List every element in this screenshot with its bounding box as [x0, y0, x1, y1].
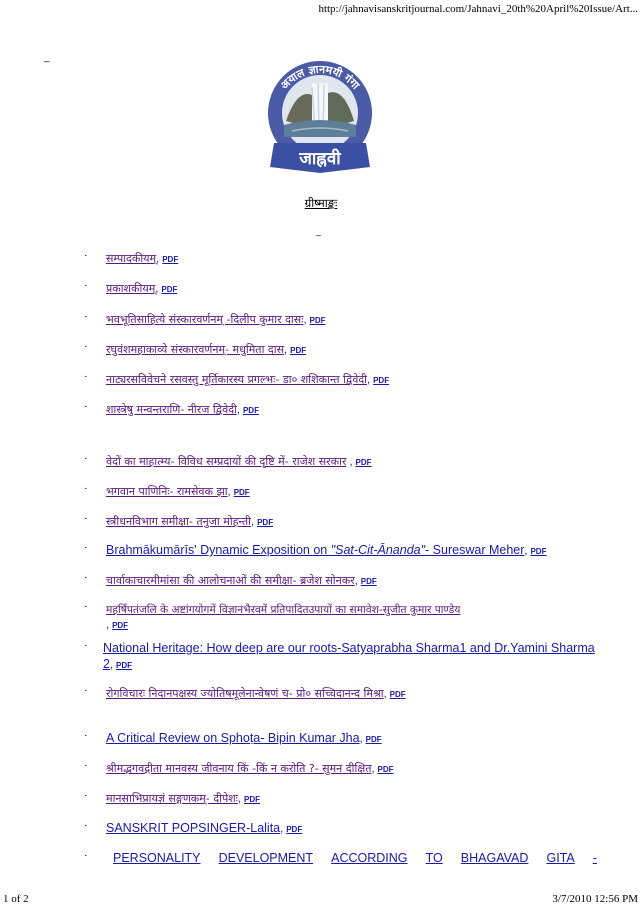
bullet-icon: ·: [84, 850, 88, 862]
pdf-link[interactable]: PDF: [112, 621, 129, 630]
bullet-icon: ·: [84, 371, 88, 383]
pdf-link[interactable]: PDF: [286, 825, 303, 834]
article-link[interactable]: रोगविचारः निदानपक्षस्य ज्योतिषमूलेनान्वेषणं च- प्रो० सच्चिदानन्द मिश्रा: [106, 687, 384, 700]
pdf-link[interactable]: PDF: [360, 577, 377, 586]
bullet-icon: ·: [84, 760, 88, 772]
pdf-link[interactable]: PDF: [377, 765, 394, 774]
pdf-link[interactable]: PDF: [257, 518, 274, 527]
svg-text:अयाल ज्ञानमयी गंगा: अयाल ज्ञानमयी गंगा: [277, 62, 363, 92]
article-link[interactable]: PERSONALITY DEVELOPMENT ACCORDING TO BHAGAVAD GITA -: [113, 851, 597, 865]
pdf-link[interactable]: PDF: [290, 346, 307, 355]
pdf-link[interactable]: PDF: [243, 795, 260, 804]
bullet-icon: ·: [84, 311, 88, 323]
article-link[interactable]: सम्पादकीयम्: [106, 252, 157, 265]
bullet-icon: ·: [84, 542, 88, 554]
issue-title: ग्रीष्माङ्कः: [304, 196, 338, 210]
small-underline-mark: _: [316, 226, 322, 236]
article-link[interactable]: श्रीमद्भगवद्गीता मानवस्य जीवनाय किं -किं न करोति ?- सुमन दीक्षित: [106, 762, 372, 775]
bullet-icon: ·: [84, 820, 88, 832]
article-link[interactable]: भवभूतिसाहित्ये संस्कारवर्णनम् -दिलीप कुमार दासः: [106, 313, 304, 326]
bullet-icon: ·: [84, 790, 88, 802]
bullet-icon: ·: [84, 250, 88, 262]
footer-datetime: 3/7/2010 12:56 PM: [552, 893, 638, 905]
article-link[interactable]: स्त्रीधनविभाग समीक्षा- तनुजा मोहन्ती: [106, 515, 252, 528]
article-link[interactable]: वेदों का माहात्म्य- विविध सम्प्रदायों की दृष्टि में- राजेश सरकार: [106, 455, 347, 468]
bullet-icon: ·: [84, 483, 88, 495]
pdf-link[interactable]: PDF: [373, 376, 390, 385]
article-link[interactable]: शास्त्रेषु मन्वन्तराणि- नीरज द्विवेदी: [106, 403, 237, 416]
article-link[interactable]: नाट्यरसविवेचने रसवस्तु मूर्तिकारस्य प्रगल्भः- डा० शशिकान्त द्विवेदी: [106, 373, 368, 386]
pdf-link[interactable]: PDF: [389, 690, 406, 699]
article-link[interactable]: भगवान पाणिनिः- रामसेवक झा: [106, 485, 228, 498]
bullet-icon: ·: [84, 685, 88, 697]
footer-page-number: 1 of 2: [3, 893, 29, 905]
bullet-icon: ·: [84, 601, 88, 613]
bullet-icon: ·: [84, 730, 88, 742]
pdf-link[interactable]: PDF: [242, 406, 259, 415]
article-link[interactable]: National Heritage: How deep are our roots-Satyaprabha Sharma1 and Dr.Yamini Sharma 2: [103, 641, 595, 671]
logo-name: जाह्नवी: [299, 149, 341, 169]
bullet-icon: ·: [84, 280, 88, 292]
url-header: http://jahnavisanskritjournal.com/Jahnavi_20th%20April%20Issue/Art...: [318, 3, 638, 15]
pdf-link[interactable]: PDF: [355, 458, 372, 467]
pdf-link[interactable]: PDF: [161, 285, 178, 294]
stray-dash: _: [44, 52, 50, 63]
article-link[interactable]: A Critical Review on Sphoṭa- Bipin Kumar Jha: [106, 731, 360, 745]
article-link[interactable]: SANSKRIT POPSINGER-Lalita: [106, 821, 281, 835]
pdf-link[interactable]: PDF: [365, 735, 382, 744]
article-link[interactable]: मानसाभिप्रायज्ञं सङ्गणकम्- दीपेशः: [106, 792, 238, 805]
bullet-icon: ·: [84, 401, 88, 413]
article-link[interactable]: प्रकाशकीयम्: [106, 282, 156, 295]
pdf-link[interactable]: PDF: [309, 316, 326, 325]
bullet-icon: ·: [84, 513, 88, 525]
bullet-icon: ·: [84, 572, 88, 584]
pdf-link[interactable]: PDF: [116, 661, 133, 670]
pdf-link[interactable]: PDF: [233, 488, 250, 497]
article-link[interactable]: रघुवंशमहाकाव्ये संस्कारवर्णनम्- मधुमिता दास: [106, 343, 285, 356]
bullet-icon: ·: [84, 341, 88, 353]
pdf-link[interactable]: PDF: [162, 255, 179, 264]
pdf-link[interactable]: PDF: [530, 547, 547, 556]
article-link[interactable]: चार्वाकाचारमीमांसा की आलोचनाओं की समीक्षा- ब्रजेश सोनकर: [106, 574, 355, 587]
bullet-icon: ·: [84, 453, 88, 465]
article-link[interactable]: महर्षिपतंजलि के अष्टांगयोगमें विज्ञानभैरवमें प्रतिपादितउपायों का समावेश-सुजीत कुमार पाण्डेय: [106, 604, 461, 616]
bullet-icon: ·: [84, 640, 88, 652]
article-link[interactable]: Brahmākumārīs' Dynamic Exposition on "Sat-Cit-Ānanda"- Sureswar Meher: [106, 543, 525, 557]
toc-list: · सम्पादकीयम्, PDF · प्रकाशकीयम्, PDF · भवभूतिसाहित्ये संस्कारवर्णनम् -दिलीप कुमार दासः, PDF · रघुवंशमहाकाव्ये संस्कारवर्णनम्- मधुमिता दास, PDF · नाट्यरसविवेचने रसवस्तु मूर्तिकारस्य प्रगल्भः- डा० शशिकान्त द्विवेदी, PDF · शास्त्रेषु मन्वन्तराणि- नीरज द्विवेदी, PDF · वेदों का माहात्म्य- विविध सम्प्रदायों की दृष्टि में- राजेश सरकार , PDF · भगवान पाणिनिः- रामसेवक झा, PDF · स्त्रीधनविभाग समीक्षा- तनुजा मोहन्ती, PDF · Brahmākumārīs' Dynamic Exposition on "Sat-Cit-Ānanda"- Sureswar Meher, PDF · चार्वाकाचारमीमांसा की आलोचनाओं की समीक्षा- ब्रजेश सोनकर, PDF · महर्षिपतंजलि के अष्टांगयोगमें विज्ञानभैरवमें प्रतिपादितउपायों का समावेश-सुजीत कुमार पाण्डेय , PDF · National Heritage: How deep are our roots-Satyaprabha Sharma1 and Dr.Yamini Sharma 2, PDF · रोगविचारः निदानपक्षस्य ज्योतिषमूलेनान्वेषणं च- प्रो० सच्चिदानन्द मिश्रा, PDF · A Critical Review on Sphoṭa- Bipin Kumar Jha, PDF · श्रीमद्भगवद्गीता मानवस्य जीवनाय किं -किं न करोति ?- सुमन दीक्षित, PDF · मानसाभिप्रायज्ञं सङ्गणकम्- दीपेशः, PDF · SANSKRIT POPSINGER-Lalita, PDF · PERSONALITY DEVELOPMENT ACCORDING TO BHAGAVAD GITA -: [84, 250, 597, 865]
